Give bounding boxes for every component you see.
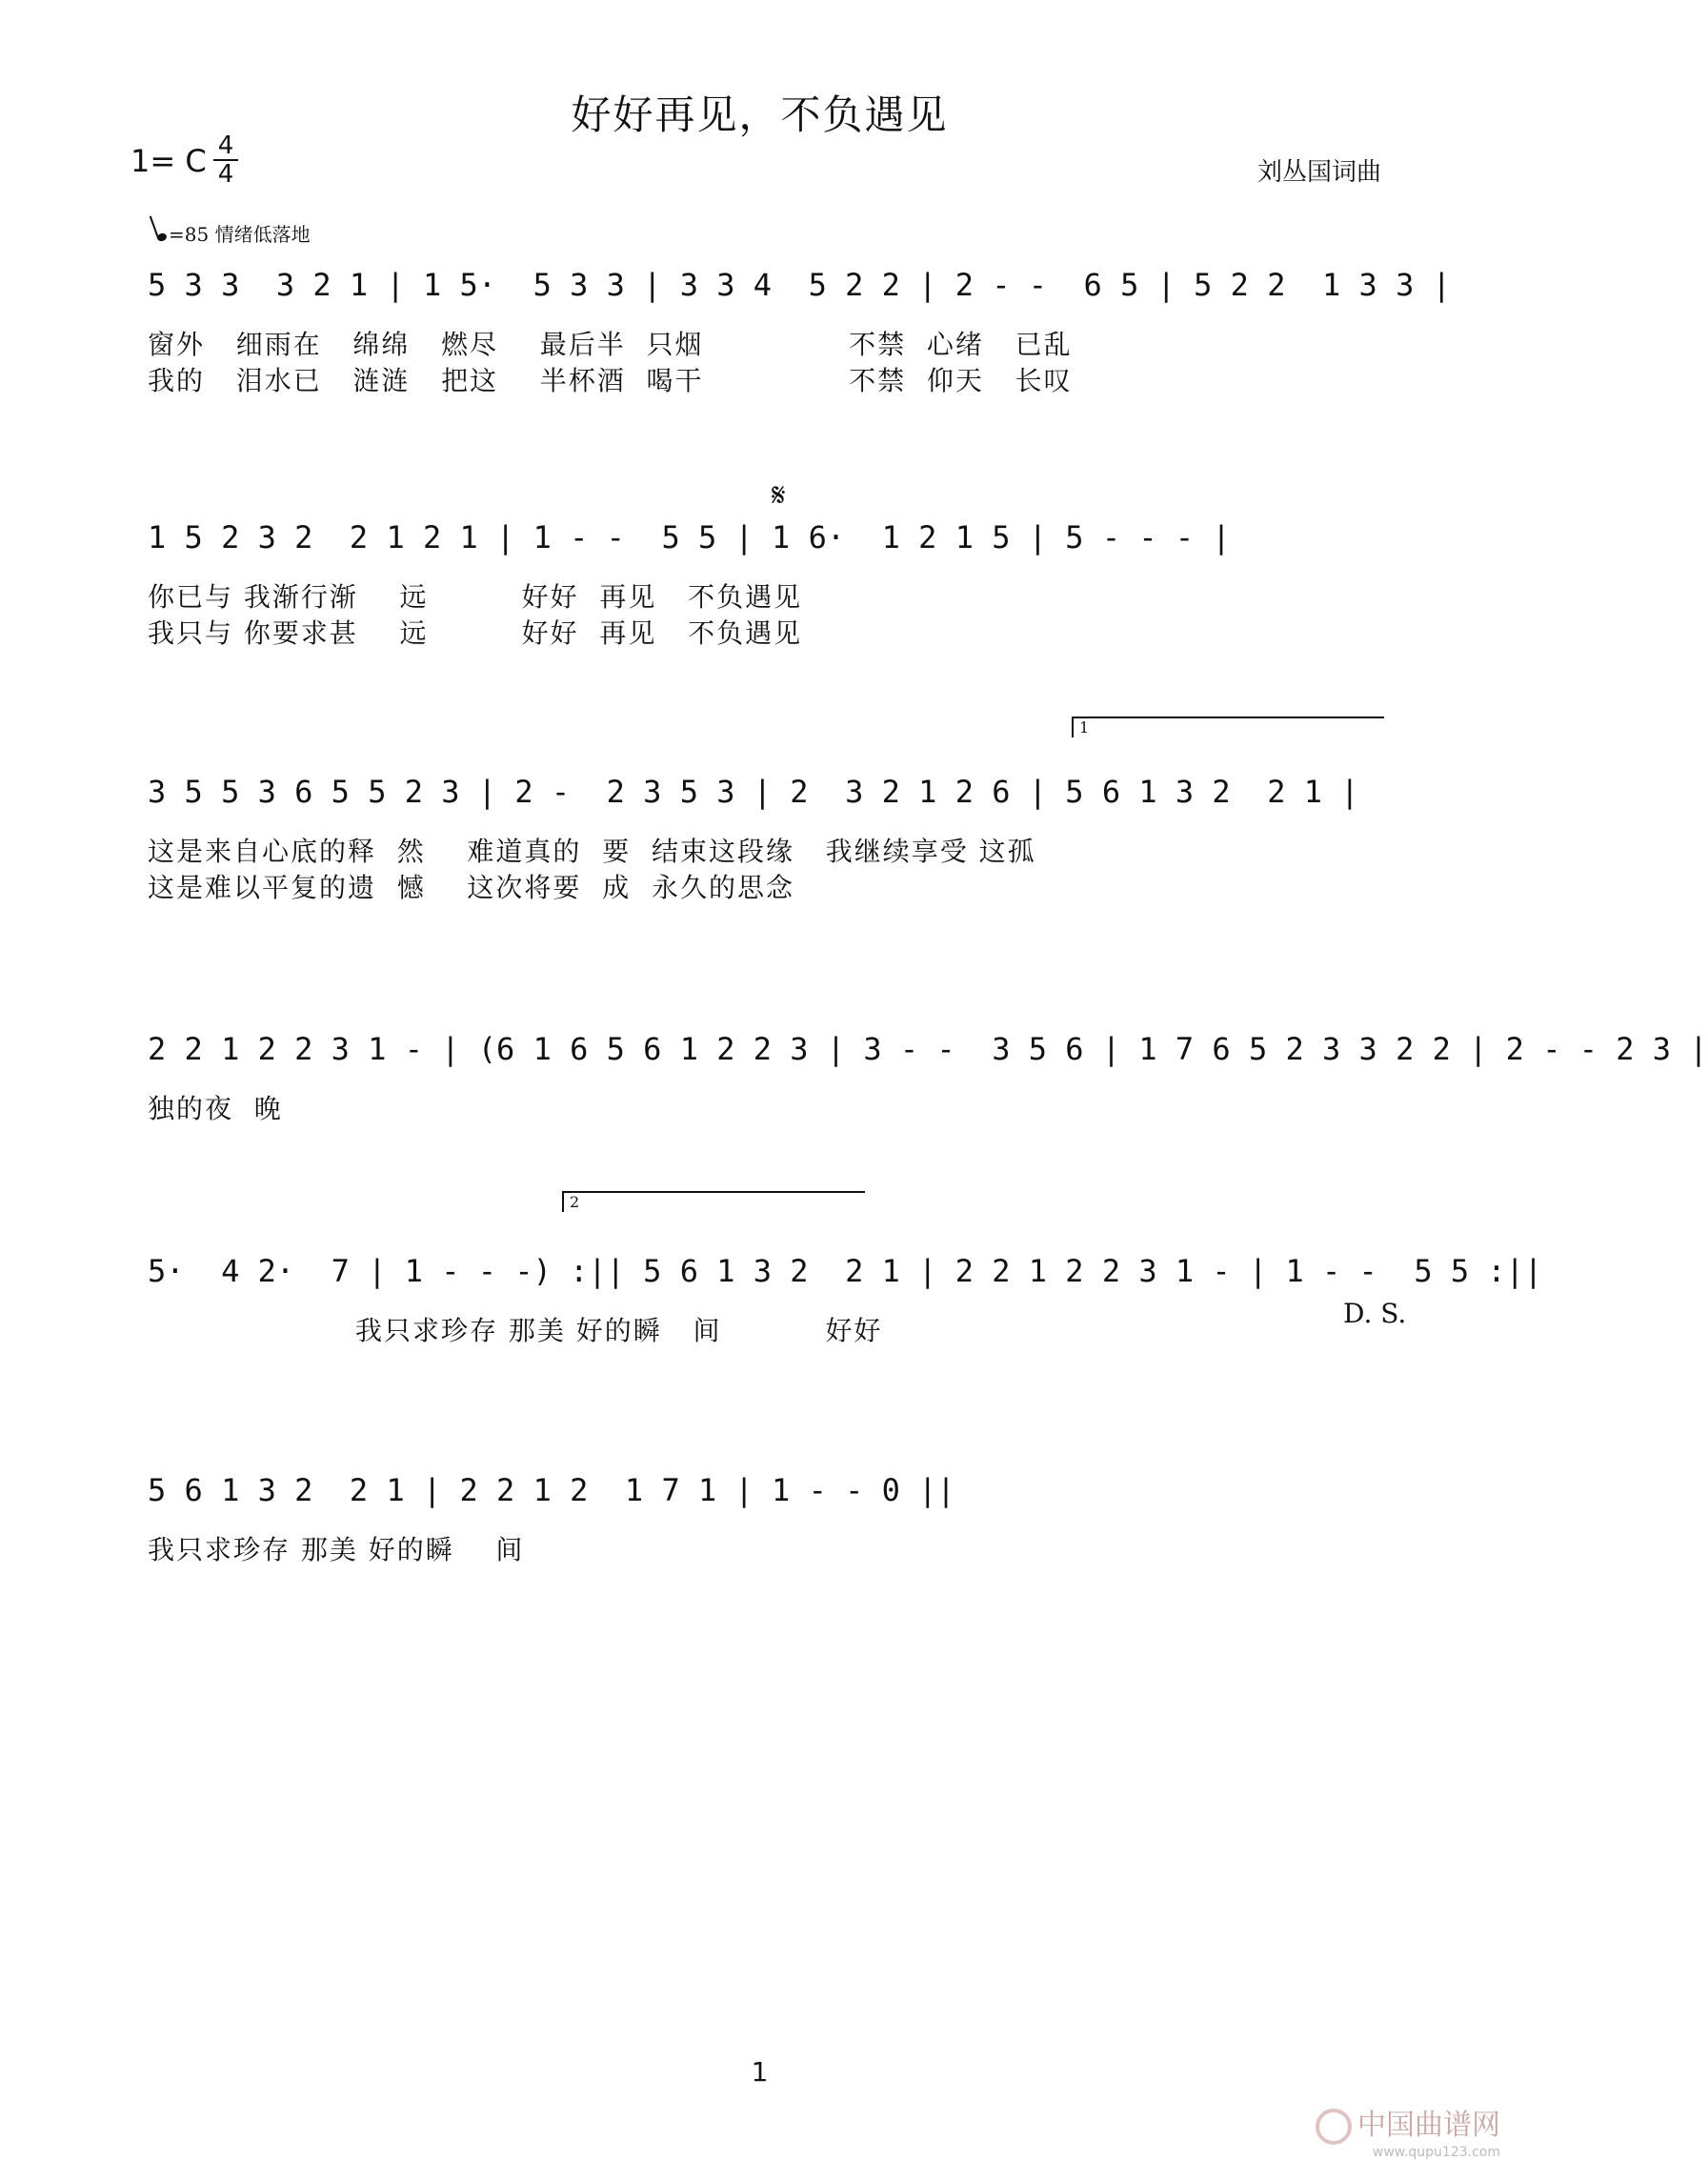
tempo-marking	[157, 219, 311, 247]
lyric-line: 这是难以平复的遗 憾 这次将要 成 永久的思念	[148, 872, 795, 903]
segno-sign: 𝄋	[772, 476, 786, 515]
quarter-note-icon	[156, 232, 168, 243]
second-ending-bracket: 2	[562, 1191, 865, 1212]
watermark-text: 中国曲谱网	[1357, 2109, 1500, 2142]
tempo-text: =85 情绪低落地	[169, 223, 311, 246]
page-number: 1	[751, 2056, 769, 2088]
lyric-line: 独的夜 晚	[148, 1093, 283, 1124]
time-signature-top: 4	[217, 131, 234, 160]
dal-segno-marking: D. S.	[1343, 1298, 1407, 1329]
lyric-line: 你已与 我渐行渐 远 好好 再见 不负遇见	[148, 581, 803, 613]
lyric-line: 这是来自心底的释 然 难道真的 要 结束这段缘 我继续享受 这孤	[148, 836, 1036, 867]
notes-line: 5· 4 2· 7 | 1 - - -) :|| 5 6 1 3 2 2 1 | 2 2 1 2 2 3 1 - | 1 - - 5 5 :||	[148, 1253, 1543, 1289]
key-signature: 1= C	[131, 143, 207, 179]
time-signature-bottom: 4	[217, 160, 234, 189]
lyric-line: 我只求珍存 那美 好的瞬 间 好好	[148, 1315, 883, 1346]
notes-line: 1 5 2 3 2 2 1 2 1 | 1 - - 5 5 | 1 6· 1 2 1 5 | 5 - - - |	[148, 519, 1231, 555]
lyric-line: 我的 泪水已 涟涟 把这 半杯酒 喝干 不禁 仰天 长叹	[148, 365, 1073, 396]
author-credit: 刘丛国词曲	[1256, 158, 1381, 187]
first-ending-bracket: 1	[1072, 717, 1384, 737]
notes-line: 3 5 5 3 6 5 5 2 3 | 2 - 2 3 5 3 | 2 3 2 1 2 6 | 5 6 1 3 2 2 1 |	[148, 774, 1359, 810]
notes-line: 5 6 1 3 2 2 1 | 2 2 1 2 1 7 1 | 1 - - 0 ||	[148, 1472, 955, 1508]
watermark-url: www.qupu123.com	[1372, 2145, 1500, 2160]
lyric-line: 窗外 细雨在 绵绵 燃尽 最后半 只烟 不禁 心绪 已乱	[148, 329, 1073, 360]
time-signature	[213, 133, 238, 187]
logo-icon	[1316, 2109, 1352, 2145]
lyric-line: 我只与 你要求甚 远 好好 再见 不负遇见	[148, 617, 803, 649]
notes-line: 5 3 3 3 2 1 | 1 5· 5 3 3 | 3 3 4 5 2 2 | 2 - - 6 5 | 5 2 2 1 3 3 |	[148, 267, 1451, 303]
page-title: 好好再见，不负遇见	[571, 91, 949, 138]
notes-line: 2 2 1 2 2 3 1 - | (6 1 6 5 6 1 2 2 3 | 3 - - 3 5 6 | 1 7 6 5 2 3 3 2 2 | 2 - - 2 3 |	[148, 1031, 1708, 1067]
site-watermark	[1316, 2101, 1500, 2160]
lyric-line: 我只求珍存 那美 好的瞬 间	[148, 1534, 525, 1565]
